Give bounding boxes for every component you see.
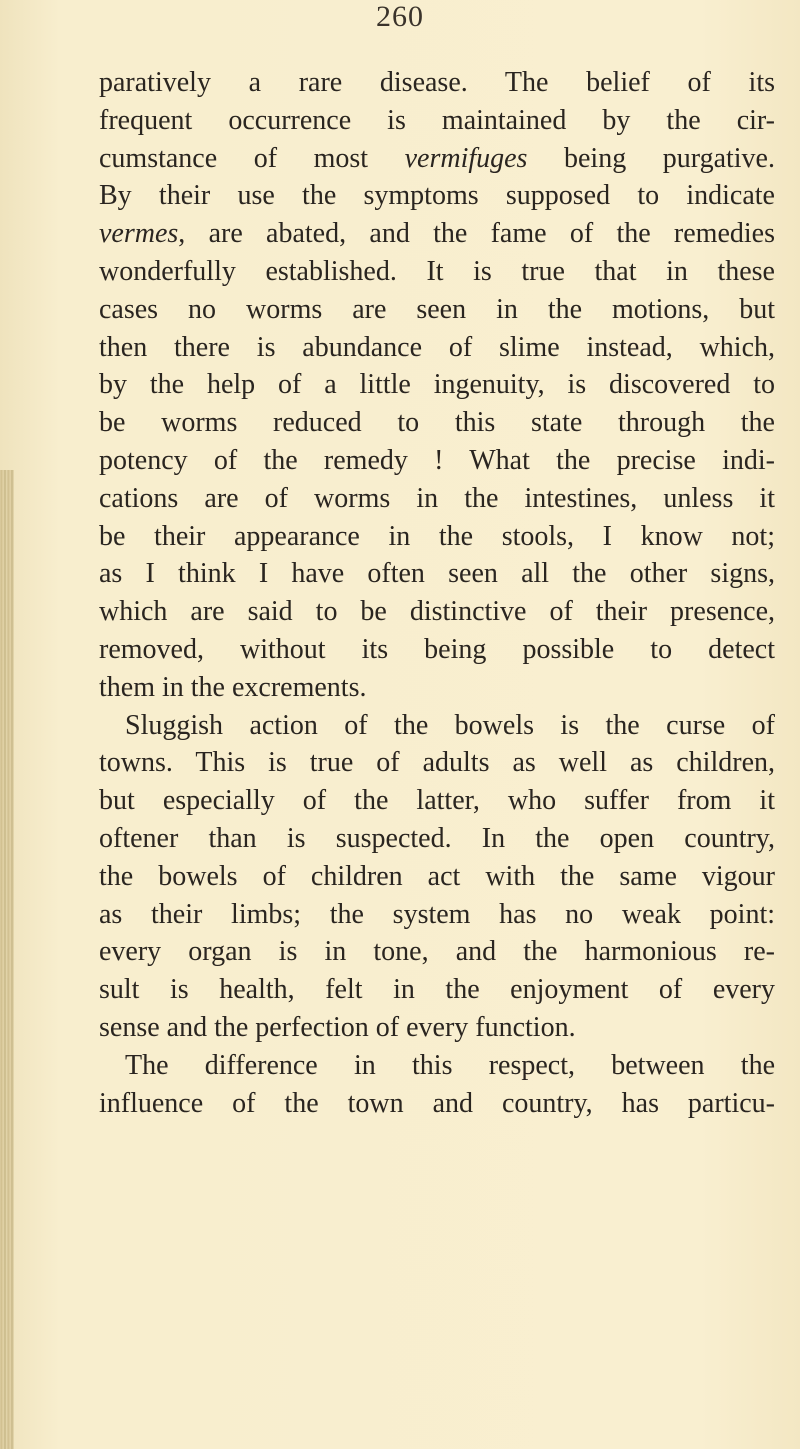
- text-line: be worms reduced to this state through the: [99, 407, 775, 439]
- text-line: the bowels of children act with the same vigour: [99, 860, 775, 892]
- text-line: as their limbs; the system has no weak point:: [99, 898, 775, 930]
- text-line: removed, without its being possible to detect: [99, 633, 775, 665]
- italic-word: vermifuges: [404, 142, 528, 174]
- text-line: frequent occurrence is maintained by the cir-: [99, 104, 775, 136]
- text-line: cations are of worms in the intestines, unless it: [99, 482, 775, 514]
- text-line: vermes, are abated, and the fame of the remedies: [99, 218, 775, 250]
- text-line: cumstance of most vermifuges being purgative.: [99, 142, 775, 174]
- text-line: influence of the town and country, has particu-: [99, 1087, 775, 1119]
- page-number: 260: [376, 0, 424, 33]
- text-line: cases no worms are seen in the motions, but: [99, 293, 775, 325]
- text-line: as I think I have often seen all the other signs,: [99, 558, 775, 590]
- text-line: them in the excrements.: [99, 671, 367, 703]
- text-line: but especially of the latter, who suffer from it: [99, 785, 775, 817]
- body-text: [99, 64, 775, 1122]
- text-line: which are said to be distinctive of their presence,: [99, 596, 775, 628]
- text-line: The difference in this respect, between the: [125, 1049, 775, 1081]
- text-line: oftener than is suspected. In the open country,: [99, 822, 775, 854]
- text-line: potency of the remedy ! What the precise indi-: [99, 444, 775, 476]
- text-line: sense and the perfection of every function.: [99, 1011, 576, 1043]
- text-line: then there is abundance of slime instead, which,: [99, 331, 775, 363]
- text-line: towns. This is true of adults as well as children,: [99, 747, 775, 779]
- text-line: paratively a rare disease. The belief of its: [99, 67, 775, 98]
- text-line: Sluggish action of the bowels is the curse of: [125, 709, 775, 741]
- text-line: be their appearance in the stools, I know not;: [99, 520, 775, 552]
- page-binding-edge: [0, 470, 14, 1449]
- italic-word: vermes: [99, 218, 179, 250]
- text-line: sult is health, felt in the enjoyment of every: [99, 974, 775, 1006]
- text-line: by the help of a little ingenuity, is discovered to: [99, 369, 775, 401]
- text-line: wonderfully established. It is true that in these: [99, 255, 775, 287]
- text-line: every organ is in tone, and the harmonious re-: [99, 936, 775, 968]
- text-line: By their use the symptoms supposed to indicate: [99, 180, 775, 212]
